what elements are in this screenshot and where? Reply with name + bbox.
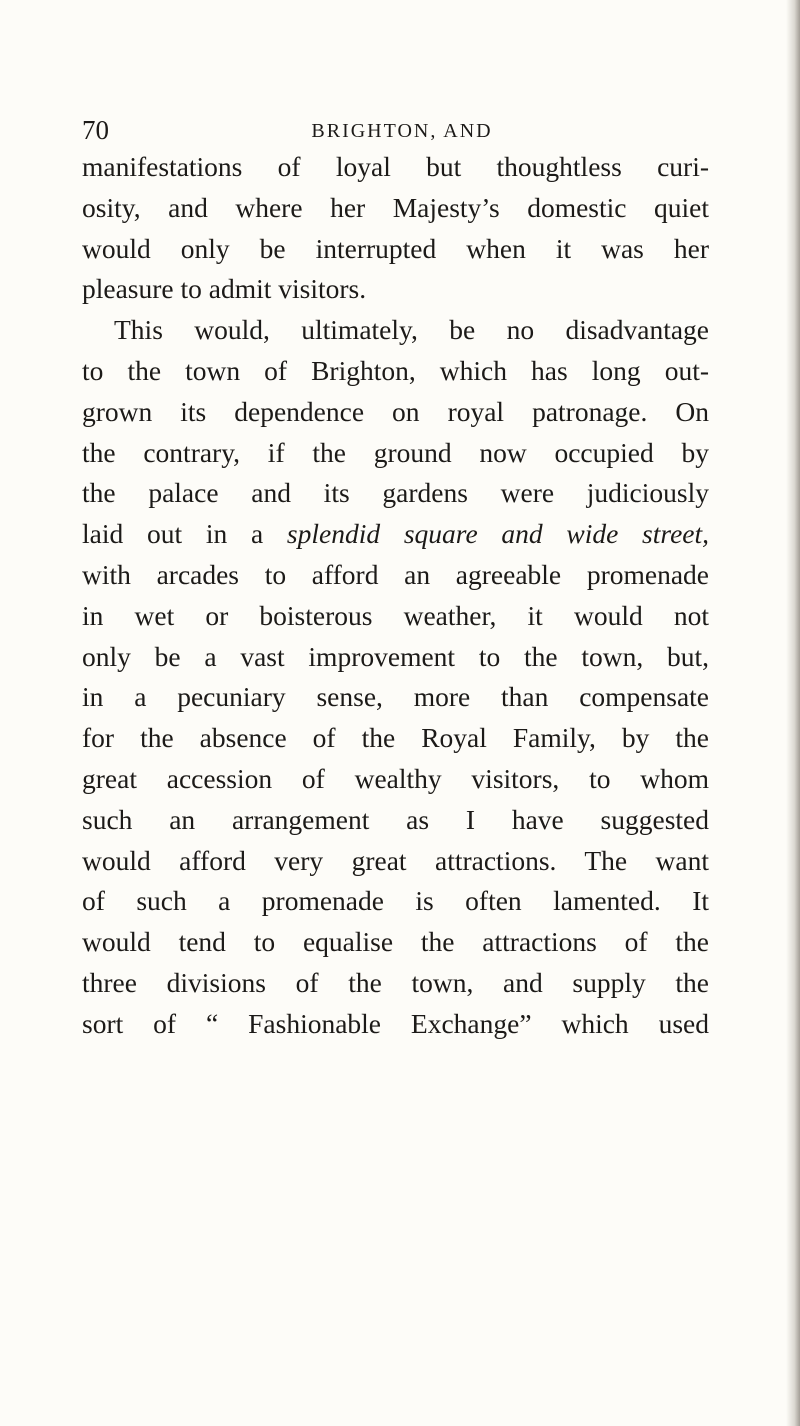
text-line: in wet or boisterous weather, it would not [82,599,709,631]
italic-phrase: splendid square and wide street, [286,518,709,550]
text-line: would only be interrupted when it was her [82,232,709,264]
text-line: osity, and where her Majesty’s domestic quiet [82,191,709,223]
text-line: great accession of wealthy visitors, to whom [82,762,709,794]
text-line: would afford very great attractions. The want [82,844,709,876]
text-line: such an arrangement as I have suggested [82,803,709,835]
text-line: of such a promenade is often lamented. It [82,885,709,917]
text-line: pleasure to admit visitors. [82,273,367,305]
text-line: would tend to equalise the attractions of the [82,926,709,958]
text-line: manifestations of loyal but thoughtless curi- [82,151,709,182]
page-edge-shadow [786,0,800,1426]
text-line: to the town of Brighton, which has long out- [82,354,709,386]
page-number: 70 [82,115,109,145]
text-line: three divisions of the town, and supply the [82,966,709,998]
body-text [82,147,709,1045]
text-line: with arcades to afford an agreeable promenade [82,558,709,590]
paragraph-start-line: This would, ultimately, be no disadvantage [114,314,709,346]
page-header [82,114,722,150]
text-line: only be a vast improvement to the town, but, [82,640,709,672]
text-line: the contrary, if the ground now occupied by [82,436,709,468]
text-line: the palace and its gardens were judiciously [82,477,709,509]
text-line: in a pecuniary sense, more than compensate [82,681,709,713]
text-line: grown its dependence on royal patronage. On [82,395,709,427]
text-line-with-italics [82,514,709,555]
text-segment: laid out in a [82,518,287,550]
text-line: sort of “ Fashionable Exchange” which used [82,1007,709,1039]
running-head: BRIGHTON, AND [311,120,493,142]
text-line: for the absence of the Royal Family, by the [82,722,709,754]
